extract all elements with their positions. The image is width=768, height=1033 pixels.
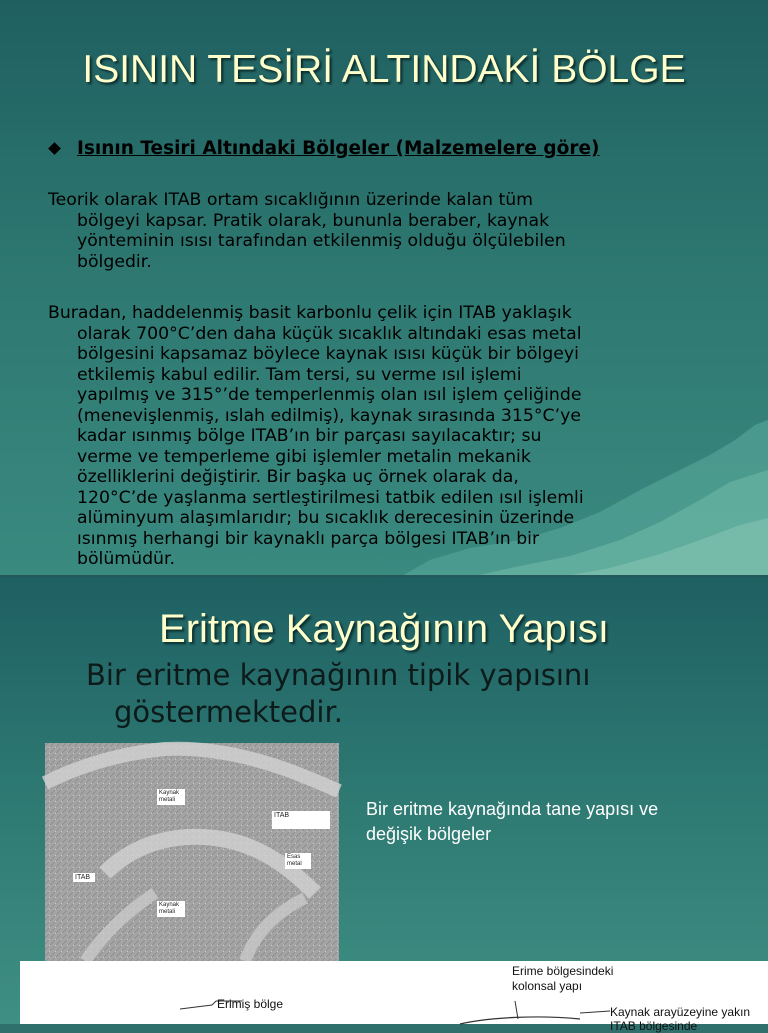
lead-line-1: Bir eritme kaynağının tipik yapısını [86,658,591,692]
paragraph-line: kadar ısınmış bölge ITAB’ın bir parçası sayılacaktır; su [77,426,542,446]
paragraph-line: bölgesini kapsamaz böylece kaynak ısısı küçük bir bölgeyi [77,344,579,364]
paragraph-line: ısınmış herhangi bir kaynaklı parça bölgesi ITAB’ın bir [77,528,540,549]
paragraph-line: yönteminin ısısı tarafından etkilenmiş olduğu ölçülebilen [77,231,566,251]
paragraph-2 [48,303,724,570]
paragraph-line: (menevişlenmiş, ıslah edilmiş), kaynak sırasında 315°C’ye [77,405,581,426]
bullet-item [50,138,599,159]
paragraph-1 [48,190,724,272]
paragraph-line: bölümüdür. [77,549,176,569]
diagram-label-arayuzey-2: ITAB bölgesinde [610,1019,698,1033]
micrograph-tag: ITAB [272,811,330,829]
paragraph-line: yapılmış ve 315°’de temperlenmiş olan ısıl işlem çeliğinde [77,385,582,405]
micrograph-tag: Kaynak metali [157,789,185,805]
paragraph-line: bölgeyi kapsar. Pratik olarak, bununla beraber, kaynak [77,210,550,231]
slide-2-title: Eritme Kaynağının Yapısı [159,607,609,651]
diagram-label-arayuzey-1: Kaynak arayüzeyine yakın [610,1005,751,1019]
paragraph-line: Buradan, haddelenmiş basit karbonlu çelik için ITAB yaklaşık [48,303,572,323]
paragraph-line: bölgedir. [77,251,152,272]
lead-text [86,657,726,731]
paragraph-line: 120°C’de yaşlanma sertleştirilmesi tatbik edilen ısıl işlemli [77,487,584,508]
paragraph-line: alüminyum alaşımlarıdır; bu sıcaklık derecesinin üzerinde [77,508,575,528]
diagram-label-kolonsal-1: Erime bölgesindeki [512,964,614,978]
slide-1-title: ISININ TESİRİ ALTINDAKİ BÖLGE [82,48,686,91]
caption-line-1: Bir eritme kaynağında tane yapısı ve [366,799,659,819]
paragraph-line: özelliklerini değiştirir. Bir başka uç örnek olarak da, [77,467,519,487]
weld-micrograph-image [45,743,339,961]
caption-line-2: değişik bölgeler [366,824,492,844]
slide-2 [0,577,768,1033]
micrograph-tag: Esas metal [285,853,311,869]
paragraph-line: verme ve temperleme gibi işlemler metalin mekanik [77,446,531,467]
weld-zone-diagram [20,961,768,1033]
paragraph-line: olarak 700°C’den daha küçük sıcaklık altındaki esas metal [77,323,582,344]
paragraph-line: etkilemiş kabul edilir. Tam tersi, su verme ısıl işlemi [77,364,522,385]
micrograph-tag: ITAB [73,873,95,882]
diamond-bullet-icon [48,142,61,155]
bullet-heading: Isının Tesiri Altındaki Bölgeler (Malzemelere göre) [77,138,600,159]
lead-line-2: göstermektedir. [114,695,343,729]
micrograph-tag: Kaynak metali [157,901,185,917]
micrograph-caption [366,797,746,847]
micrograph-drawing [45,743,339,961]
paragraph-line: Teorik olarak ITAB ortam sıcaklığının üzerinde kalan tüm [48,190,534,210]
diagram-label-kolonsal-2: kolonsal yapı [512,979,583,993]
diagram-label-erimis: Erimiş bölge [217,997,284,1011]
